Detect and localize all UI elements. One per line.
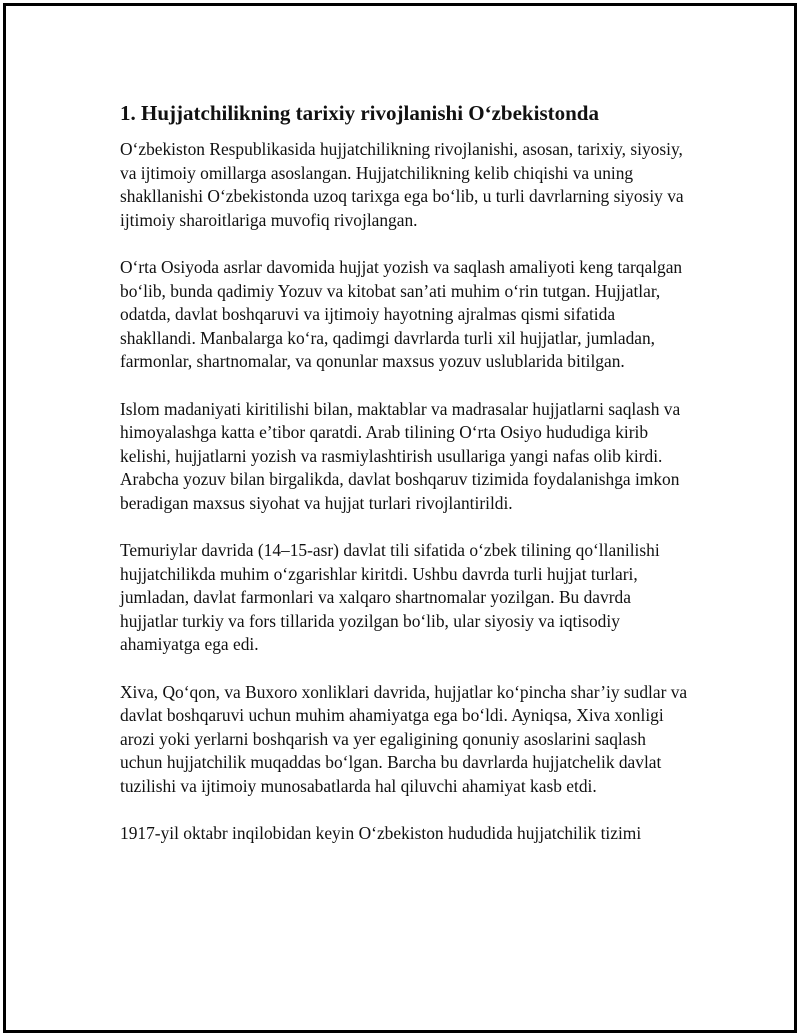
paragraph: O‘rta Osiyoda asrlar davomida hujjat yozish va saqlash amaliyoti keng tarqalgan bo‘lib, bunda qadimiy Yozuv va kitobat san’ati muhim o‘rin tutgan. Hujjatlar, odatda, davlat boshqaruvi va ijtimoiy hayotning ajralmas qismi sifatida shakllandi. Manbalarga ko‘ra, qadimgi davrlarda turli xil hujjatlar, jumladan, farmonlar, shartnomalar, va qonunlar maxsus yozuv uslublarida bitilgan. [120,256,683,372]
paragraph: 1917-yil oktabr inqilobidan keyin O‘zbekiston hududida hujjatchilik tizimi [120,823,642,844]
document-body [120,100,692,846]
paragraph: Islom madaniyati kiritilishi bilan, maktablar va madrasalar hujjatlarni saqlash va himoyalashga katta e’tibor qaratdi. Arab tilining O‘rta Osiyo hududiga kirib kelishi, hujjatlarni yozish va rasmiylashtirish usullariga yangi nafas olib kirdi. Arabcha yozuv bilan birgalikda, davlat boshqaruv tizimida foydalanishga imkon beradigan maxsus siyohat va hujjat turlari rivojlantirildi. [120,398,681,513]
section-heading: 1. Hujjatchilikning tarixiy rivojlanishi O‘zbekistonda [120,101,599,125]
paragraph: Temuriylar davrida (14–15-asr) davlat tili sifatida o‘zbek tilining qo‘llanilishi hujjatchilikda muhim o‘zgarishlar kiritdi. Ushbu davrda turli hujjat turlari, jumladan, davlat farmonlari va xalqaro shartnomalar yozilgan. Bu davrda hujjatlar turkiy va fors tillarida yozilgan bo‘lib, ular siyosiy va iqtisodiy ahamiyatga ega edi. [120,540,660,655]
paragraph: O‘zbekiston Respublikasida hujjatchilikning rivojlanishi, asosan, tarixiy, siyosiy, va ijtimoiy omillarga asoslangan. Hujjatchilikning kelib chiqishi va uning shakllanishi O‘zbekistonda uzoq tarixga ega bo‘lib, u turli davrlarning siyosiy va ijtimoiy sharoitlariga muvofiq rivojlangan. [120,139,684,230]
paragraph: Xiva, Qo‘qon, va Buxoro xonliklari davrida, hujjatlar ko‘pincha shar’iy sudlar va davlat boshqaruvi uchun muhim ahamiyatga ega bo‘ldi. Ayniqsa, Xiva xonligi arozi yoki yerlarni boshqarish va yer egaligining qonuniy asoslarini saqlash uchun hujjatchilik muqaddas bo‘lgan. Barcha bu davrlarda hujjatchelik davlat tuzilishi va ijtimoiy munosabatlarda hal qiluvchi ahamiyat kasb etdi. [120,681,688,797]
document-page [3,3,797,1033]
